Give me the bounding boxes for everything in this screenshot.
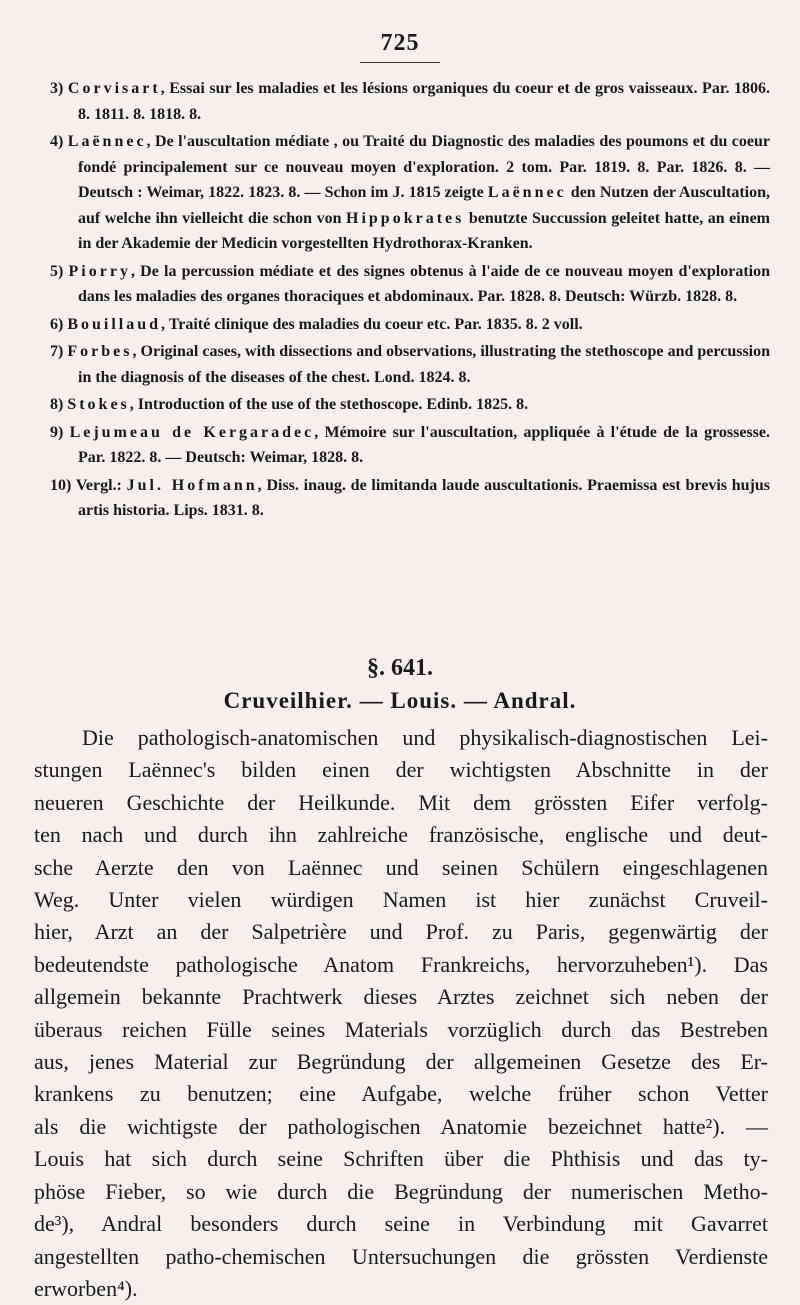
footnote-number: 7) [50,343,64,360]
section-number: §. 641. [367,655,433,681]
footnote-number: 8) [50,396,64,413]
footnotes [40,76,770,524]
footnote [40,420,770,471]
footnote [40,129,770,257]
body-line: sche Aerzte den von Laënnec und seinen Schülern eingeschlagenen [34,854,768,880]
footnote-text: den Nutzen der Auscultation, auf welche ihn vielleicht die schon von [78,184,770,227]
footnote [40,312,770,338]
body-line: Louis hat sich durch seine Schriften über die Phthisis und das ty- [34,1146,768,1172]
body-line: erworben⁴). [34,1275,138,1301]
body-line: angestellten patho-chemischen Untersuchungen die grössten Verdienste [34,1243,768,1269]
body-line: krankens zu benutzen; eine Aufgabe, welche früher schon Vetter [34,1081,768,1107]
footnote-author: Piorry [68,262,131,280]
footnote [40,259,770,310]
footnote-author: Laënnec [487,184,567,201]
body-line: ten nach und durch ihn zahlreiche französische, englische und deut- [34,822,768,848]
footnote-text: , De l'auscultation médiate , ou Traité du Diagnostic des maladies des poumons et du coeur fondé principalement sur ce nouveau moyen d'exploration. 2 tom. Par. 1819. 8. Par. 1826. 8. — Deutsch : Weimar, 1822. 1823. 8. — Schon im J. 1815 zeigte [78,133,771,201]
footnote-author: Bouillaud [67,315,162,333]
page-number: 725 [380,30,420,56]
footnote-author: Jul. Hofmann [126,476,258,494]
body-line: neueren Geschichte der Heilkunde. Mit dem grössten Eifer verfolg- [34,789,768,815]
footnote-number: 5) [50,262,64,280]
footnote-author: Stokes [67,396,130,413]
footnote-number: 10) [50,476,72,494]
footnote-number: 6) [50,315,64,333]
footnote [40,339,770,390]
body-line: aus, jenes Material zur Begründung der allgemeinen Gesetze des Er- [34,1049,768,1075]
body-line: phöse Fieber, so wie durch die Begründung der numerischen Metho- [34,1178,768,1204]
footnote-number: 4) [50,133,64,150]
footnote-author: Laënnec [67,133,147,150]
footnote-author: Forbes [67,343,133,360]
body-line: als die wichtigste der pathologischen Anatomie bezeichnet hatte²). — [34,1113,768,1139]
body-line: hier, Arzt an der Salpetrière und Prof. zu Paris, gegenwärtig der [34,919,768,945]
footnote-number: 9) [50,423,64,441]
footnote-text: , Mémoire sur l'auscultation, appliquée à l'étude de la grossesse. Par. 1822. 8. — Deutsch: Weimar, 1828. 8. [78,423,771,466]
footnote-text: , De la percussion médiate et des signes obtenus à l'aide de ce nouveau moyen d'exploration dans les maladies des organes thoraciques et abdominaux. Par. 1828. 8. Deutsch: Würzb. 1828. 8. [78,262,771,305]
footnote-text: , Original cases, with dissections and observations, illustrating the stethoscope and percussion in the diagnosis of the diseases of the chest. Lond. 1824. 8. [78,343,771,386]
body-line: überaus reichen Fülle seines Materials vorzüglich durch das Bestreben [34,1016,768,1042]
body-text [34,722,768,1305]
footnote-author: Lejumeau de Kergaradec [69,423,315,441]
page-number-rule [360,62,440,63]
body-line: stungen Laënnec's bilden einen der wichtigsten Abschnitte in der [34,757,768,783]
footnote [40,473,770,524]
footnote-number: 3) [50,80,64,97]
footnote-author: Corvisart [67,80,161,97]
footnote [40,76,770,127]
body-line: bedeutendste pathologische Anatom Frankreichs, hervorzuheben¹). Das [34,951,768,977]
footnote-text: , Essai sur les maladies et les lésions organiques du coeur et de gros vaisseaux. Par. 1806. 8. 1811. 8. 1818. 8. [78,80,771,123]
body-line: Weg. Unter vielen würdigen Namen ist hier zunächst Cruveil- [34,887,768,913]
footnote [40,392,770,418]
footnote-text: , Introduction of the use of the stethoscope. Edinb. 1825. 8. [129,396,529,413]
footnote-author: Hippokrates [346,209,465,227]
footnote-text: , Diss. inaug. de limitanda laude auscultationis. Praemissa est brevis hujus artis historia. Lips. 1831. 8. [78,476,771,519]
body-line: Die pathologisch-anatomischen und physikalisch-diagnostischen Lei- [82,725,768,750]
section-heading: Cruveilhier. — Louis. — Andral. [223,688,577,713]
body-line: allgemein bekannte Prachtwerk dieses Arztes zeichnet sich neben der [34,984,768,1010]
footnote-prefix: Vergl.: [75,476,127,494]
footnote-text: benutzte Succussion geleitet hatte, an einem in der Akademie der Medicin vorgestellten Hydrothorax-Kranken. [78,209,771,252]
footnote-text: , Traité clinique des maladies du coeur etc. Par. 1835. 8. 2 voll. [161,315,583,333]
body-line: de³), Andral besonders durch seine in Verbindung mit Gavarret [34,1211,768,1237]
